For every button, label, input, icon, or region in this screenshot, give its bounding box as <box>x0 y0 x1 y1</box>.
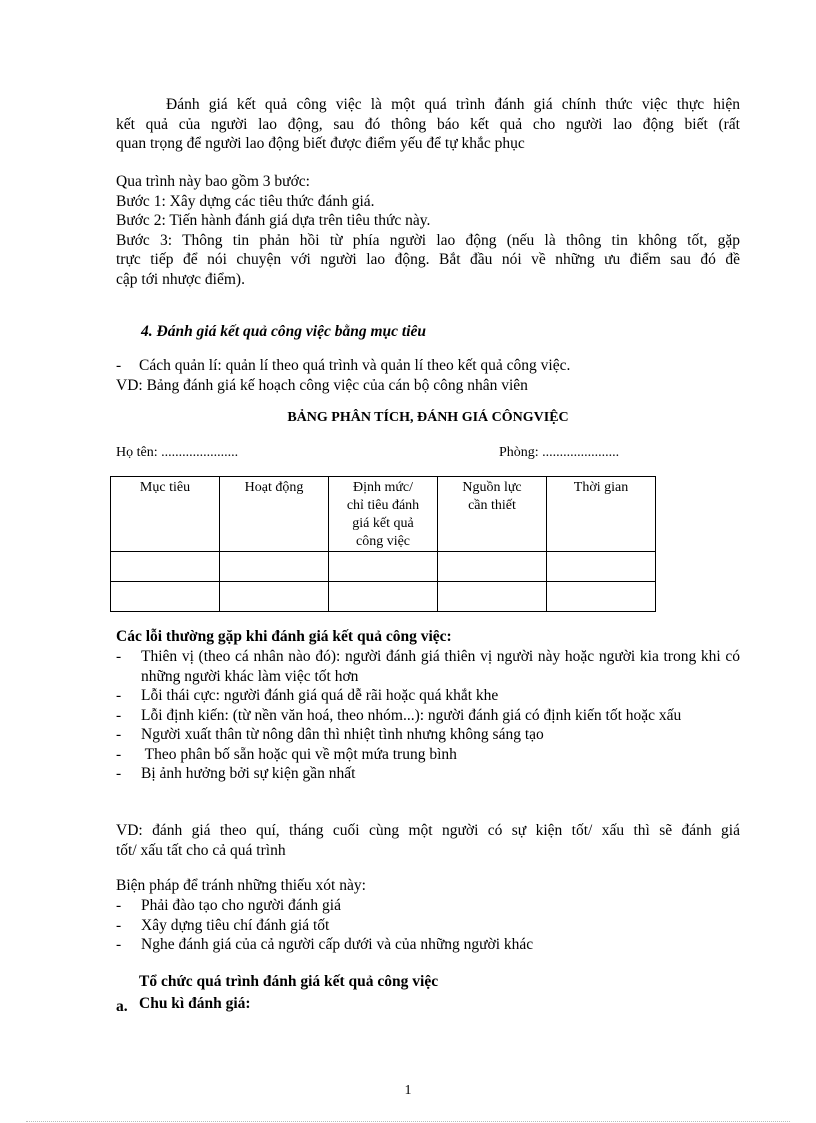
table-cell[interactable] <box>111 582 220 612</box>
col-header-objective: Mục tiêu <box>111 477 220 552</box>
sub-heading-a-marker: a. <box>116 998 128 1015</box>
process-line: Bước 1: Xây dựng các tiêu thức đánh giá. <box>116 192 375 210</box>
evaluation-table <box>110 476 656 612</box>
col-header-norm: Định mức/ chỉ tiêu đánh giá kết quả công việc <box>329 477 438 552</box>
list-item: - Bị ảnh hưởng bởi sự kiện gần nhất <box>116 765 356 782</box>
process-line: Bước 2: Tiến hành đánh giá dựa trên tiêu thức này. <box>116 212 431 229</box>
example-line: tốt/ xấu tất cho cả quá trình <box>116 841 286 859</box>
example-line: VD: Bảng đánh giá kế hoạch công việc của cán bộ công nhân viên <box>116 376 528 394</box>
list-item: - Nghe đánh giá của cả người cấp dưới và của những người khác <box>116 936 534 953</box>
errors-list <box>116 647 740 784</box>
table-cell[interactable] <box>547 552 656 582</box>
measures-intro: Biện pháp để tránh những thiếu xót này: <box>116 877 366 894</box>
process-line: Qua trình này bao gồm 3 bước: <box>116 173 310 190</box>
table-cell[interactable] <box>329 582 438 612</box>
intro-paragraph <box>116 95 740 154</box>
section-4-heading: 4. Đánh giá kết quả công việc bằng mục tiêu <box>141 323 427 340</box>
intro-line: kết quả của người lao động, sau đó thông báo kết quả cho người lao động biết (rất <box>116 115 740 133</box>
table-cell[interactable] <box>329 552 438 582</box>
table-cell[interactable] <box>111 552 220 582</box>
example-line: VD: đánh giá theo quí, tháng cuối cùng một người có sự kiện tốt/ xấu thì sẽ đánh giá <box>116 822 740 839</box>
intro-line: Đánh giá kết quả công việc là một quá trình đánh giá chính thức việc thực hiện <box>166 96 740 113</box>
table-row <box>111 582 656 612</box>
col-header-activity: Hoạt động <box>220 477 329 552</box>
management-bullet <box>116 356 740 376</box>
list-item: - Người xuất thân từ nông dân thì nhiệt tình nhưng không sáng tạo <box>116 726 544 743</box>
bullet-dash: - <box>116 357 122 374</box>
form-fields <box>116 443 740 463</box>
section-4-body <box>116 356 740 395</box>
list-item: - Lỗi định kiến: (từ nền văn hoá, theo nhóm...): người đánh giá có định kiến tốt hoặc xấu <box>116 706 682 724</box>
col-header-time: Thời gian <box>547 477 656 552</box>
col-header-resources: Nguồn lực cần thiết <box>438 477 547 552</box>
organize-heading: Tổ chức quá trình đánh giá kết quả công việc <box>139 973 439 990</box>
process-line: cập tới nhược điểm). <box>116 270 245 288</box>
table-cell[interactable] <box>220 552 329 582</box>
table-cell[interactable] <box>547 582 656 612</box>
errors-example <box>116 821 740 860</box>
page-number: 1 <box>404 1083 412 1098</box>
process-steps <box>116 172 740 289</box>
table-cell[interactable] <box>438 582 547 612</box>
name-field: Họ tên: ...................... <box>116 445 239 460</box>
list-item: - Thiên vị (theo cá nhân nào đó): người đánh giá thiên vị người này hoặc người kia trong khi có những người khác làm việc tốt hơn <box>116 648 740 685</box>
table-cell[interactable] <box>438 552 547 582</box>
process-line: Bước 3: Thông tin phản hồi từ phía người lao động (nếu là thông tin không tốt, gặp <box>116 231 740 249</box>
list-item: - Lỗi thái cực: người đánh giá quá dễ rãi hoặc quá khắt khe <box>116 687 499 704</box>
process-line: trực tiếp để nói chuyện với người lao động. Bắt đầu nói về những ưu điểm sau đó đề <box>116 251 740 268</box>
list-item: - Xây dựng tiêu chí đánh giá tốt <box>116 916 330 934</box>
footer-divider <box>26 1121 790 1122</box>
table-cell[interactable] <box>220 582 329 612</box>
form-title: BẢNG PHÂN TÍCH, ĐÁNH GIÁ CÔNGVIỆC <box>287 410 569 425</box>
table-header-row <box>111 477 656 552</box>
bullet-text: Cách quản lí: quản lí theo quá trình và quản lí theo kết quả công việc. <box>139 357 571 374</box>
department-field: Phòng: ...................... <box>499 445 620 460</box>
intro-line: quan trọng để người lao động biết được điểm yếu để tự khắc phục <box>116 135 525 152</box>
list-item: - Theo phân bố sẵn hoặc qui về một mứa trung bình <box>116 745 457 763</box>
table-row <box>111 552 656 582</box>
errors-heading: Các lỗi thường gặp khi đánh giá kết quả công việc: <box>116 628 452 645</box>
list-item: - Phải đào tạo cho người đánh giá <box>116 897 341 914</box>
measures-list <box>116 896 740 955</box>
sub-heading-cycle: Chu kì đánh giá: <box>139 995 251 1012</box>
